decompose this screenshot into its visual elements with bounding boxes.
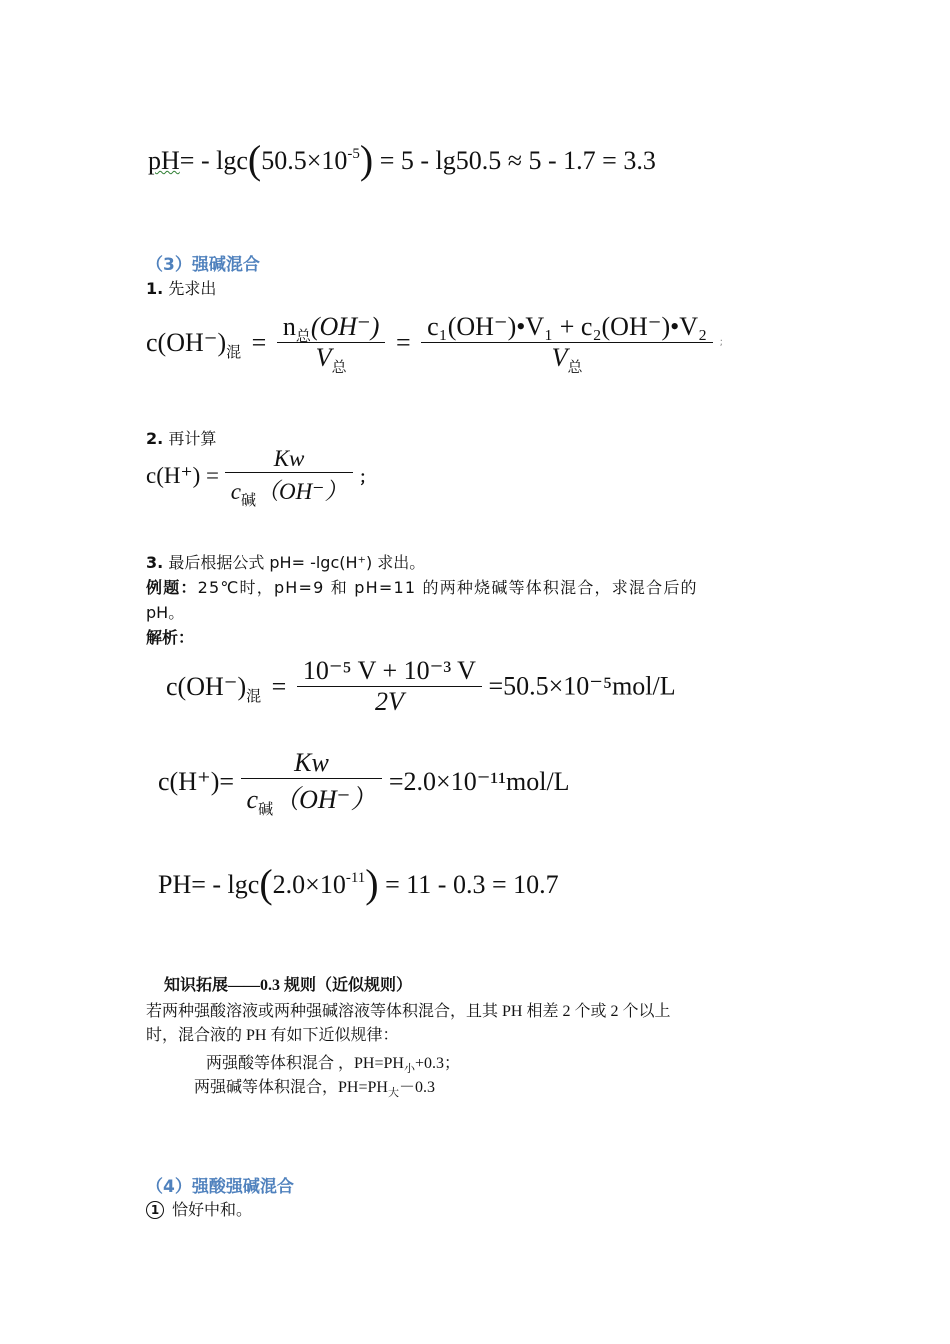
formula1-rest: = - lgc — [179, 146, 248, 175]
f6-tail: = 11 - 0.3 = 10.7 — [385, 870, 559, 899]
rule1-sub: 小 — [403, 1063, 415, 1076]
formula-h-from-kw — [146, 446, 376, 509]
f2-num2: c₁(OH⁻)•V₁ + c₂(OH⁻)•V₂ — [421, 312, 713, 343]
step2-num: 2. — [146, 429, 164, 448]
f4-den: 2V — [374, 687, 404, 716]
f2-den2: V — [551, 343, 568, 372]
f4-num: 10⁻⁵ V + 10⁻³ V — [297, 656, 482, 687]
f3-frac — [225, 446, 354, 509]
example-label: 例题： — [146, 578, 198, 597]
f5-den-arg: （OH⁻） — [273, 785, 377, 814]
f4-result: =50.5×10⁻⁵mol/L — [488, 671, 676, 701]
f3-den-arg: （OH⁻） — [255, 479, 348, 504]
formula-h-example — [158, 748, 570, 816]
f2-frac1 — [277, 312, 386, 376]
analysis-label: 解析： — [146, 628, 195, 647]
formula-ph-base-result: $PH= - \lg c(2.0\times 10^{-11}) = 11 - 0.3 = 10.7$ — [158, 861, 559, 906]
knowledge-rule2 — [194, 1074, 435, 1100]
knowledge-heading: 知识拓展——0.3 规则（近似规则） — [164, 977, 413, 994]
f4-frac — [297, 656, 482, 717]
f4-eq: = — [271, 671, 287, 701]
example-line — [146, 575, 698, 598]
formula1-exp: -5 — [347, 146, 360, 162]
section4-item — [146, 1197, 252, 1220]
section3-heading: （3）强碱混合 — [146, 255, 260, 275]
formula-oh-example — [166, 656, 676, 717]
circled-number: 1 — [146, 1201, 164, 1219]
f5-frac — [241, 748, 383, 816]
step1 — [146, 276, 216, 299]
f5-lhs: c(H⁺)= — [158, 767, 235, 796]
f5-den: c — [246, 785, 259, 814]
example-text: 25℃时，pH=9 和 pH=11 的两种烧碱等体积混合，求混合后的 — [197, 578, 698, 597]
f5-result: =2.0×10⁻¹¹mol/L — [388, 767, 570, 796]
f4-lhs-sub: 混 — [246, 686, 262, 705]
f3-num: Kw — [273, 446, 305, 471]
f2-eq2: = — [395, 327, 411, 357]
f5-num: Kw — [294, 748, 329, 777]
step2-text: 再计算 — [168, 429, 217, 448]
f2-den1: V — [315, 343, 332, 372]
ph-symbol: pH — [148, 146, 180, 175]
f6-exp: -11 — [345, 870, 366, 886]
f4-lhs: c(OH⁻) — [166, 671, 247, 701]
knowledge-rule1 — [206, 1050, 460, 1076]
formula-oh-mixed — [146, 312, 723, 376]
f2-num1-arg: (OH⁻) — [310, 312, 380, 341]
f6-arg: 2.0×10 — [272, 870, 346, 899]
step3 — [146, 550, 425, 573]
knowledge-line1: 若两种强酸溶液或两种强碱溶液等体积混合，且其 PH 相差 2 个或 2 个以上 — [146, 1003, 671, 1020]
step1-text: 先求出 — [168, 279, 217, 298]
f2-lhs-sub: 混 — [226, 342, 242, 361]
step3-text: 最后根据公式 pH= -lgc(H⁺) 求出。 — [168, 553, 426, 572]
knowledge-line2: 时，混合液的 PH 有如下近似规律： — [146, 1027, 399, 1044]
step1-num: 1. — [146, 279, 164, 298]
section4-item-text: 恰好中和。 — [172, 1200, 253, 1219]
f5-den-sub: 碱 — [258, 800, 274, 818]
step3-num: 3. — [146, 553, 164, 572]
f2-den2-sub: 总 — [567, 358, 583, 376]
f3-den: c — [230, 479, 241, 504]
rule1-text: 两强酸等体积混合 ，PH=PH — [206, 1055, 404, 1072]
f2-num1: n — [282, 312, 296, 341]
f2-eq1: = — [251, 327, 267, 357]
f2-num1-sub: 总 — [295, 327, 311, 345]
f2-lhs: c(OH⁻) — [146, 327, 227, 357]
f2-trail: ; — [719, 337, 723, 348]
f6-text: PH= - lgc — [158, 870, 260, 899]
f2-den1-sub: 总 — [331, 358, 347, 376]
f3-den-sub: 碱 — [240, 491, 256, 509]
formula1-tail: = 5 - lg50.5 ≈ 5 - 1.7 = 3.3 — [379, 146, 656, 175]
f2-frac2 — [421, 312, 713, 376]
formula1-arg: 50.5×10 — [261, 146, 348, 175]
rule2-sub: 大 — [387, 1087, 399, 1100]
example-line2: pH。 — [146, 603, 185, 622]
rule1-tail: +0.3； — [414, 1055, 460, 1072]
rule2-tail: －0.3 — [398, 1079, 435, 1096]
formula-ph-acid-result: $pH= - \lg c(50.5\times 10^{-5}) = 5 - \lg 50.5 \approx 5 - 1.7 = 3.3$ — [148, 137, 656, 182]
f3-lhs: c(H⁺) = — [146, 463, 219, 488]
section4-heading: （4）强酸强碱混合 — [146, 1177, 294, 1197]
rule2-text: 两强碱等体积混合，PH=PH — [194, 1079, 388, 1096]
f3-trail: ； — [359, 469, 376, 487]
